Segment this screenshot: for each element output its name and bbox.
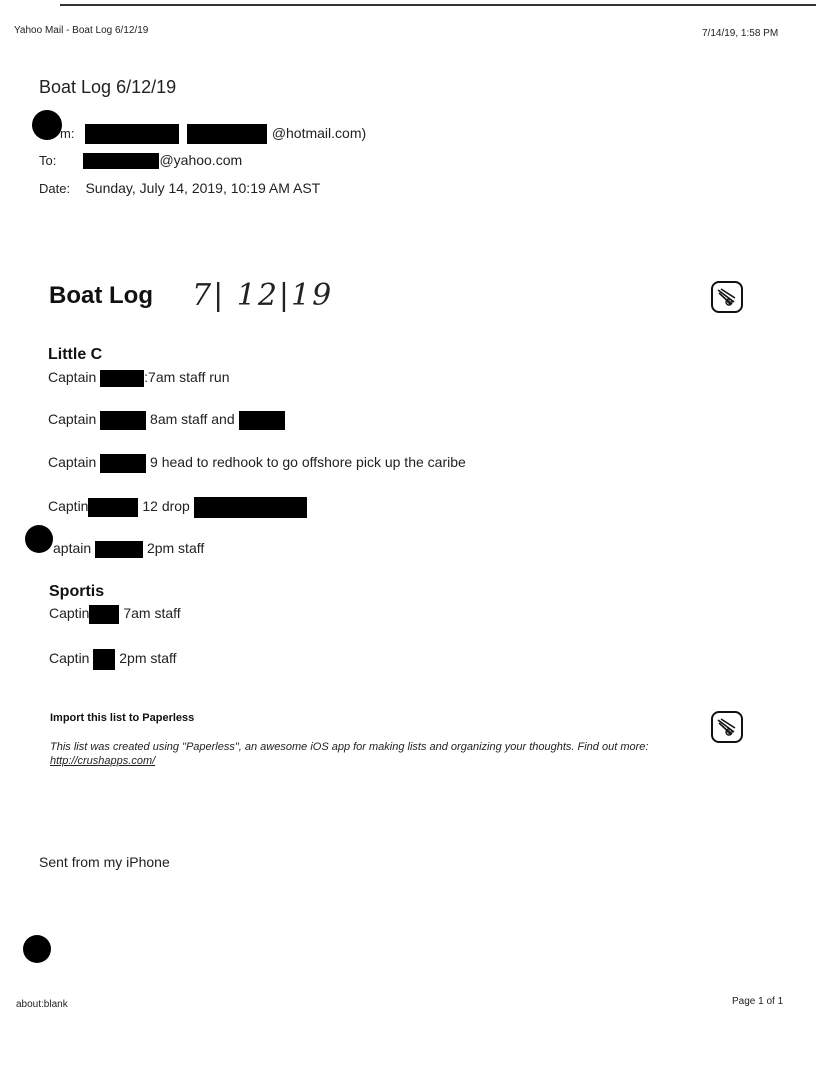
log-entry [48, 454, 466, 473]
email-signature: Sent from my iPhone [39, 854, 170, 870]
punch-hole [25, 525, 53, 553]
email-subject: Boat Log 6/12/19 [39, 77, 177, 97]
redaction [95, 541, 143, 558]
redaction [100, 411, 146, 430]
entry-prefix: Captin [49, 650, 90, 667]
entry-text: 2pm staff [119, 650, 177, 667]
to-label: To: [39, 153, 57, 168]
log-entry [49, 649, 177, 670]
entry-prefix: aptain [53, 540, 92, 556]
from-label: m: [60, 126, 75, 142]
entry-text: 9 head to redhook to go offshore pick up the caribe [150, 454, 466, 471]
from-row [60, 124, 366, 144]
redaction [83, 153, 159, 169]
paperless-share-icon[interactable] [710, 280, 744, 314]
import-description [50, 740, 690, 768]
entry-prefix: Captain [48, 369, 97, 385]
redaction [93, 649, 115, 670]
log-entry [53, 540, 204, 558]
date-value: Sunday, July 14, 2019, 10:19 AM AST [85, 180, 321, 196]
punch-hole [23, 935, 51, 963]
log-entry [49, 605, 181, 624]
log-entry [48, 369, 230, 387]
redaction [100, 454, 146, 473]
from-value: @hotmail.com) [271, 125, 367, 142]
entry-prefix: Captin [48, 498, 89, 515]
window-title: Yahoo Mail - Boat Log 6/12/19 [14, 25, 149, 36]
redaction [88, 498, 138, 517]
entry-prefix: Captain [48, 411, 97, 428]
entry-text: 8am staff and [150, 411, 235, 428]
entry-text: 12 drop [142, 498, 190, 515]
crushapps-link[interactable]: http://crushapps.com/ [50, 755, 156, 767]
redaction [85, 124, 179, 144]
redaction [187, 124, 267, 144]
entry-text: 7am staff [123, 605, 181, 622]
redaction [239, 411, 285, 430]
paperless-share-icon[interactable] [710, 710, 744, 744]
redaction [89, 605, 119, 624]
print-datetime: 7/14/19, 1:58 PM [702, 28, 779, 39]
page-number: Page 1 of 1 [732, 996, 784, 1007]
footer-url: about:blank [16, 999, 68, 1010]
entry-text: :7am staff run [144, 369, 230, 385]
redaction [100, 370, 144, 387]
log-title: Boat Log [49, 282, 153, 309]
top-rule [60, 4, 816, 6]
entry-text: 2pm staff [146, 540, 205, 556]
log-entry [48, 497, 307, 518]
boat-name: Little C [48, 346, 103, 363]
to-row [39, 152, 242, 170]
log-entry [48, 411, 285, 430]
import-description-text: This list was created using "Paperless", an awesome iOS app for making lists and organizing your thoughts. Find out more: [50, 741, 649, 753]
handwritten-date: 7| 12|19 [192, 278, 334, 313]
entry-prefix: Captin [49, 605, 90, 622]
to-value: @yahoo.com [159, 152, 243, 168]
redaction [194, 497, 307, 518]
entry-prefix: Captain [48, 454, 97, 471]
boat-name: Sportis [49, 583, 105, 600]
date-label: Date: [39, 181, 71, 196]
import-title: Import this list to Paperless [50, 712, 195, 724]
punch-hole [32, 110, 62, 140]
date-row [39, 180, 320, 198]
